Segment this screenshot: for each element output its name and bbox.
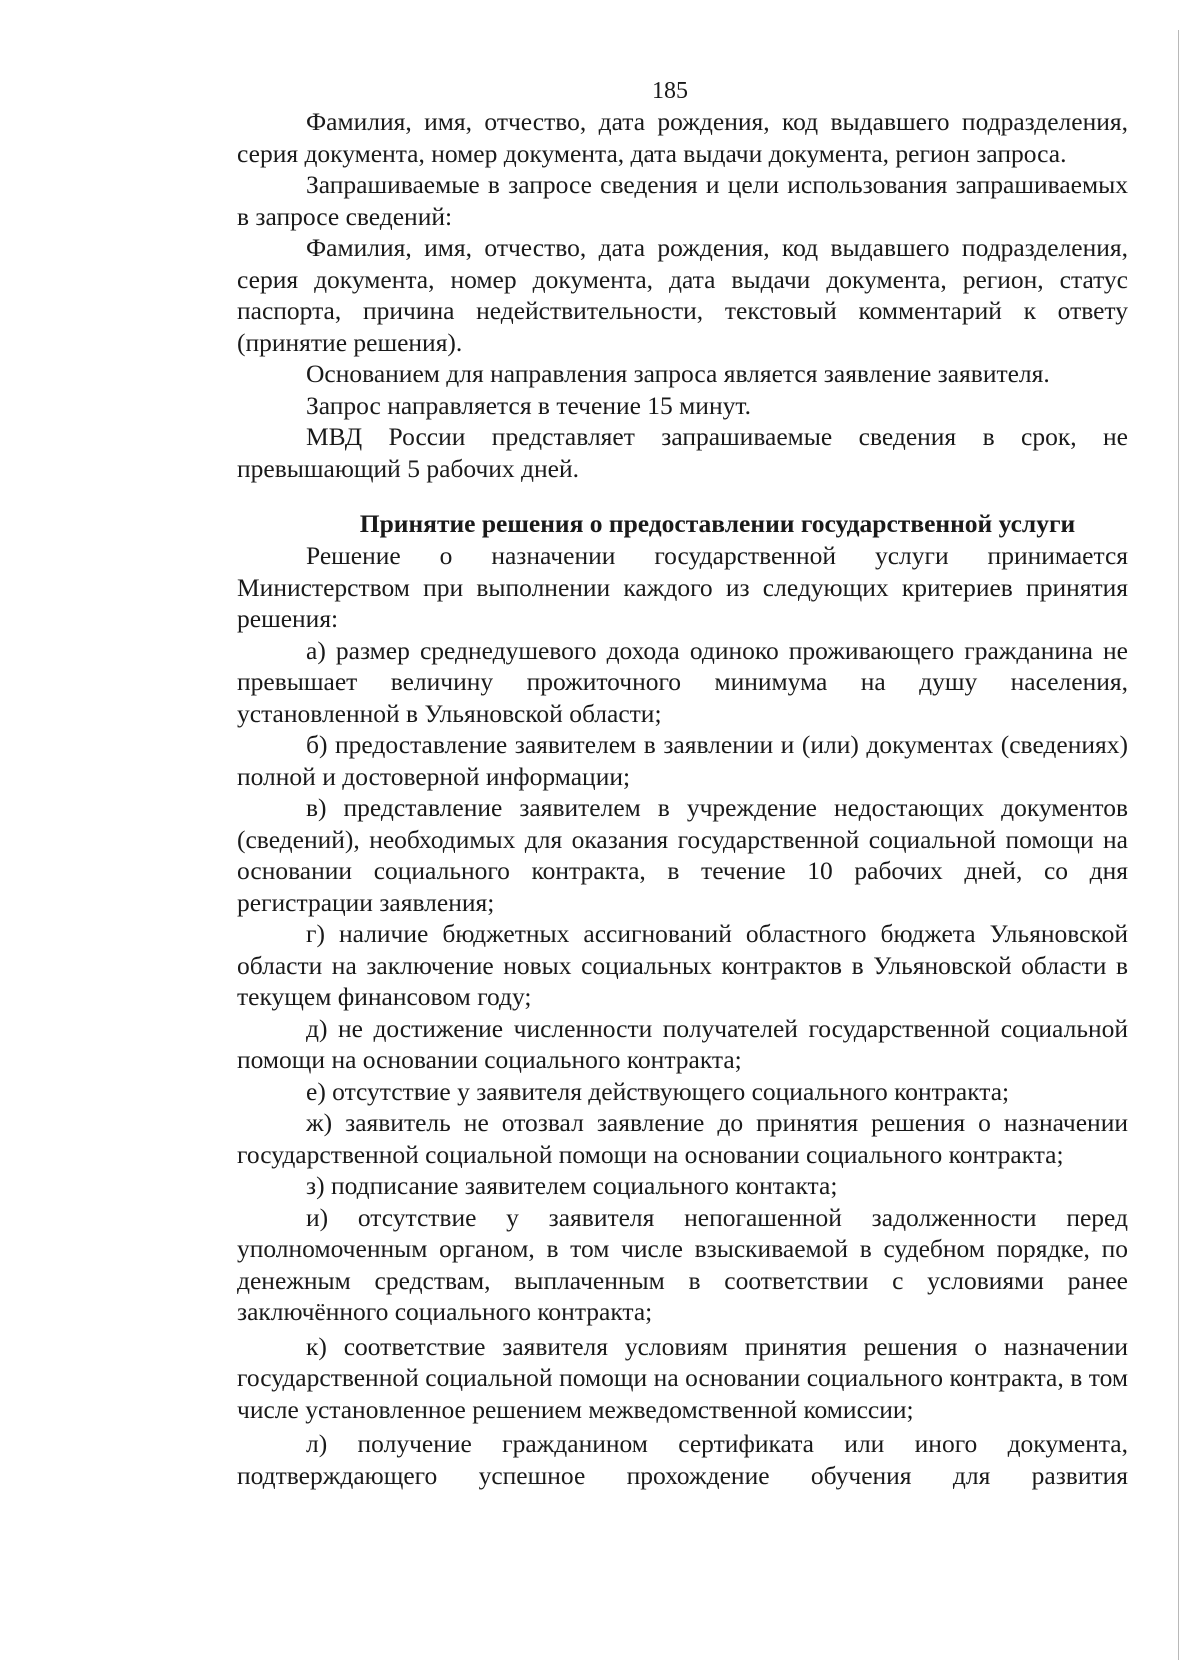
paragraph: МВД России представляет запрашиваемые сведения в срок, не превышающий 5 рабочих дней. (237, 422, 1128, 483)
paragraph: Запрашиваемые в запросе сведения и цели использования запрашиваемых в запросе сведений: (237, 170, 1128, 231)
scan-margin-rule (1178, 30, 1179, 1660)
criterion-item: г) наличие бюджетных ассигнований областного бюджета Ульяновской области на заключение новых социальных контрактов в Ульяновской области в текущем финансовом году; (237, 919, 1128, 1011)
criterion-item: в) представление заявителем в учреждение недостающих документов (сведений), необходимых для оказания государственной социальной помощи на основании социального контракта, в течение 10 рабочих дней, со дня регистрации заявления; (237, 793, 1128, 917)
document-body (237, 106, 1128, 1491)
section-heading: Принятие решения о предоставлении государственной услуги (359, 509, 1076, 538)
page-number: 185 (652, 78, 688, 104)
criterion-item: ж) заявитель не отозвал заявление до принятия решения о назначении государственной социальной помощи на основании социального контракта; (237, 1108, 1128, 1169)
paragraph: Основанием для направления запроса является заявление заявителя. (306, 359, 1050, 388)
paragraph: Решение о назначении государственной услуги принимается Министерством при выполнении каждого из следующих критериев принятия решения: (237, 541, 1128, 633)
criterion-item: к) соответствие заявителя условиям принятия решения о назначении государственной социальной помощи на основании социального контракта, в том числе установленное решением межведомственной комиссии; (237, 1331, 1128, 1424)
paragraph: Фамилия, имя, отчество, дата рождения, код выдавшего подразделения, серия документа, номер документа, дата выдачи документа, регион, статус паспорта, причина недействительности, текстовый комментарий к ответу (принятие решения). (237, 233, 1128, 357)
paragraph: Запрос направляется в течение 15 минут. (306, 390, 751, 420)
criterion-item: з) подписание заявителем социального контакта; (306, 1171, 838, 1200)
criterion-item: б) предоставление заявителем в заявлении и (или) документах (сведениях) полной и достоверной информации; (237, 730, 1128, 791)
criterion-item: и) отсутствие у заявителя непогашенной задолженности перед уполномоченным органом, в том числе взыскиваемой в судебном порядке, по денежным средствам, выплаченным в соответствии с условиями ранее заключённого социального контракта; (237, 1202, 1128, 1326)
paragraph: Фамилия, имя, отчество, дата рождения, код выдавшего подразделения, серия документа, номер документа, дата выдачи документа, регион запроса. (237, 107, 1128, 168)
criterion-item: д) не достижение численности получателей государственной социальной помощи на основании социального контракта; (237, 1013, 1128, 1074)
criterion-item: е) отсутствие у заявителя действующего социального контракта; (306, 1076, 1010, 1106)
criterion-item: а) размер среднедушевого дохода одиноко проживающего гражданина не превышает величину прожиточного минимума на душу населения, установленной в Ульяновской области; (237, 635, 1128, 728)
criterion-item: л) получение гражданином сертификата или иного документа, подтверждающего успешное прохождение обучения для развития (237, 1429, 1128, 1490)
